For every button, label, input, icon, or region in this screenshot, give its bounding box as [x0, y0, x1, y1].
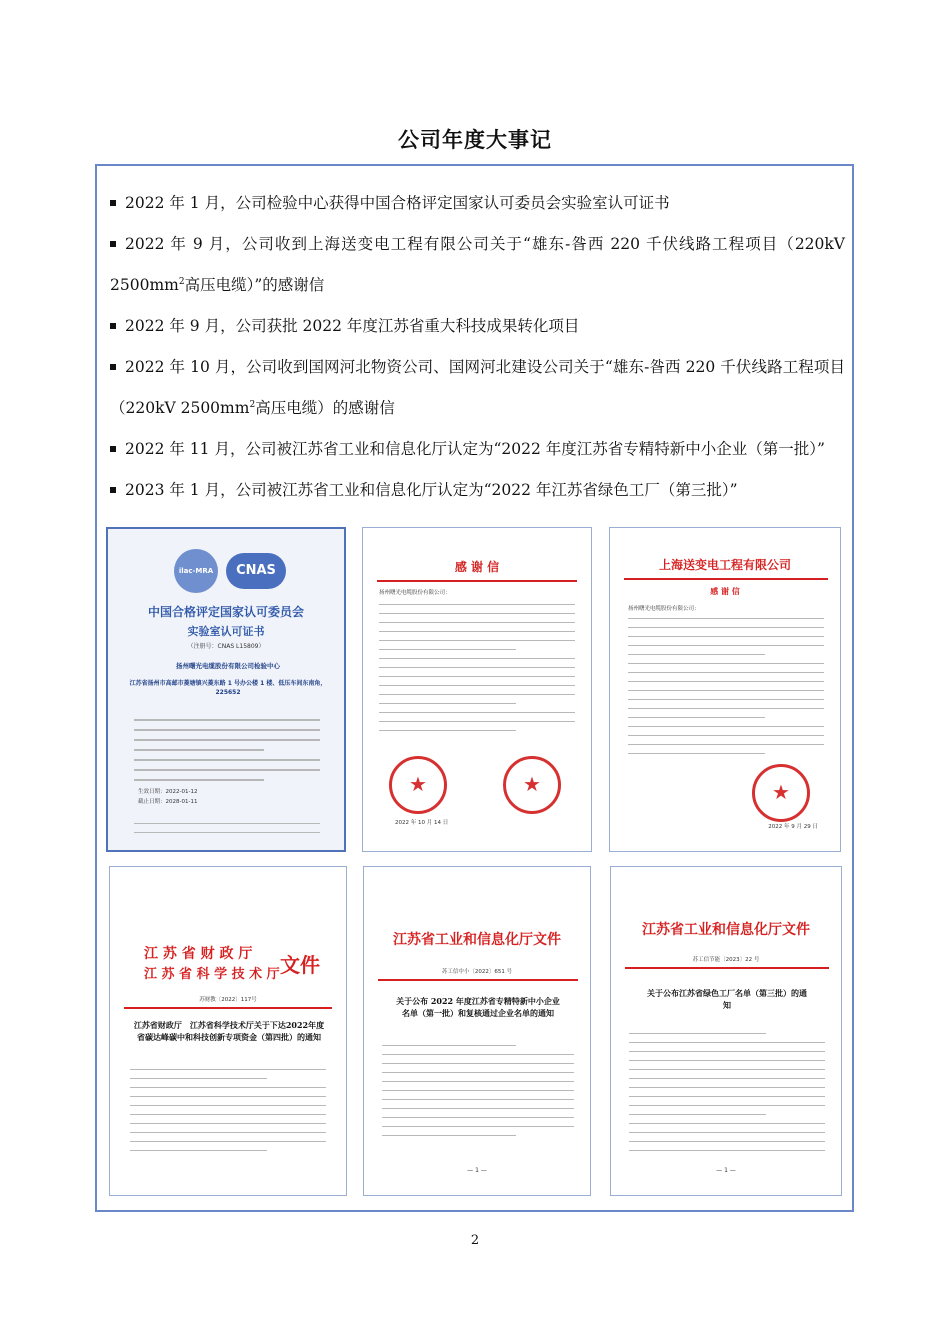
green-factory-document-image [610, 866, 842, 1196]
doc-rule [378, 979, 578, 981]
company-seal-icon [503, 756, 561, 814]
doc-number: 苏工信中小〔2022〕651 号 [441, 969, 513, 975]
event-list [110, 183, 845, 511]
cnas-certificate-image [106, 527, 346, 852]
bullet-icon [110, 241, 116, 247]
cnas-expiry-date: 截止日期：2028-01-11 [138, 799, 198, 805]
cnas-body-text [134, 719, 320, 789]
event-item: 2022 年 9 月，公司收到上海送变电工程有限公司关于“雄东-昝西 220 千伏线路工程项目（220kV $2500mm^2$高压电缆）”的感谢信 [110, 235, 845, 294]
company-seal-icon [752, 764, 810, 822]
event-item: 2022 年 11 月，公司被江苏省工业和信息化厅认定为“2022 年度江苏省专精特新中小企业（第一批）” [110, 429, 845, 470]
doc-page-number: — 1 — [716, 1167, 736, 1174]
doc-title: 关于公布江苏省绿色工厂名单（第三批）的通知 [647, 988, 807, 1010]
letter-greeting: 扬州曙光电缆股份有限公司： [379, 590, 451, 596]
srdi-document-image [363, 866, 591, 1196]
doc-rule [625, 967, 829, 969]
event-item: 2022 年 1 月，公司检验中心获得中国合格评定国家认可委员会实验室认可证书 [110, 183, 845, 224]
page-number: 2 [470, 1233, 480, 1248]
doc-rule [124, 1007, 332, 1009]
cnas-logo: CNAS [226, 553, 286, 589]
doc-body-text [629, 1033, 825, 1159]
letter-date: 2022 年 9 月 29 日 [768, 824, 818, 830]
doc-org-line2: 江 苏 省 科 学 技 术 厅 [144, 967, 280, 982]
cnas-address: 江苏省扬州市高邮市菱塘镇兴菱东路 1 号办公楼 1 楼、低压车间东南角，225652 [129, 680, 327, 696]
page-title: 公司年度大事记 [398, 128, 552, 152]
doc-org: 江苏省工业和信息化厅文件 [642, 922, 810, 938]
doc-number: 苏财教〔2022〕117号 [199, 997, 257, 1003]
company-seal-icon [389, 756, 447, 814]
doc-suffix: 文件 [280, 953, 320, 977]
letter-greeting: 扬州曙光电缆股份有限公司： [628, 606, 700, 612]
letter-rule [377, 580, 577, 582]
thank-you-letter-image [362, 527, 592, 852]
cnas-subtitle: 实验室认可证书 [187, 625, 265, 638]
cnas-title: 中国合格评定国家认可委员会 [147, 605, 304, 619]
letter-rule [624, 578, 828, 580]
letter-body-text [628, 618, 824, 762]
cnas-cert-no: （注册号：CNAS L15809） [187, 643, 265, 650]
bullet-icon [110, 487, 116, 493]
bullet-icon [110, 364, 116, 370]
doc-body-text [130, 1069, 326, 1159]
cnas-holder: 扬州曙光电缆股份有限公司检验中心 [176, 662, 280, 670]
doc-body-text [382, 1045, 574, 1144]
finance-document-image [109, 866, 347, 1196]
cnas-issue-date: 生效日期：2022-01-12 [138, 789, 198, 795]
ilac-logo: ilac-MRA [174, 549, 218, 593]
doc-org: 江苏省工业和信息化厅文件 [393, 932, 561, 948]
doc-title: 江苏省财政厅 江苏省科学技术厅关于下达2022年度省碳达峰碳中和科技创新专项资金（第四批）的通知 [133, 1020, 325, 1042]
doc-page-number: — 1 — [467, 1167, 487, 1174]
bullet-icon [110, 446, 116, 452]
doc-org-line1: 江 苏 省 财 政 厅 [144, 946, 253, 962]
shanghai-letter-image [609, 527, 841, 852]
letter-date: 2022 年 10 月 14 日 [395, 820, 449, 826]
letter-body-text [379, 604, 575, 739]
doc-title: 关于公布 2022 年度江苏省专精特新中小企业名单（第一批）和复核通过企业名单的通知 [396, 996, 560, 1018]
event-item: 2022 年 9 月，公司获批 2022 年度江苏省重大科技成果转化项目 [110, 306, 845, 347]
letter-heading: 感 谢 信 [454, 560, 500, 574]
event-item: 2023 年 1 月，公司被江苏省工业和信息化厅认定为“2022 年江苏省绿色工厂（第三批）” [110, 470, 845, 511]
bullet-icon [110, 200, 116, 206]
event-item: 2022 年 10 月，公司收到国网河北物资公司、国网河北建设公司关于“雄东-昝西 220 千伏线路工程项目（220kV $2500mm^2$高压电缆）的感谢信 [110, 358, 845, 417]
letter-company: 上海送变电工程有限公司 [658, 558, 791, 572]
doc-number: 苏工信节能〔2023〕22 号 [692, 957, 760, 963]
bullet-icon [110, 323, 116, 329]
letter-heading: 感 谢 信 [710, 586, 740, 596]
cnas-footer-text [134, 823, 320, 841]
